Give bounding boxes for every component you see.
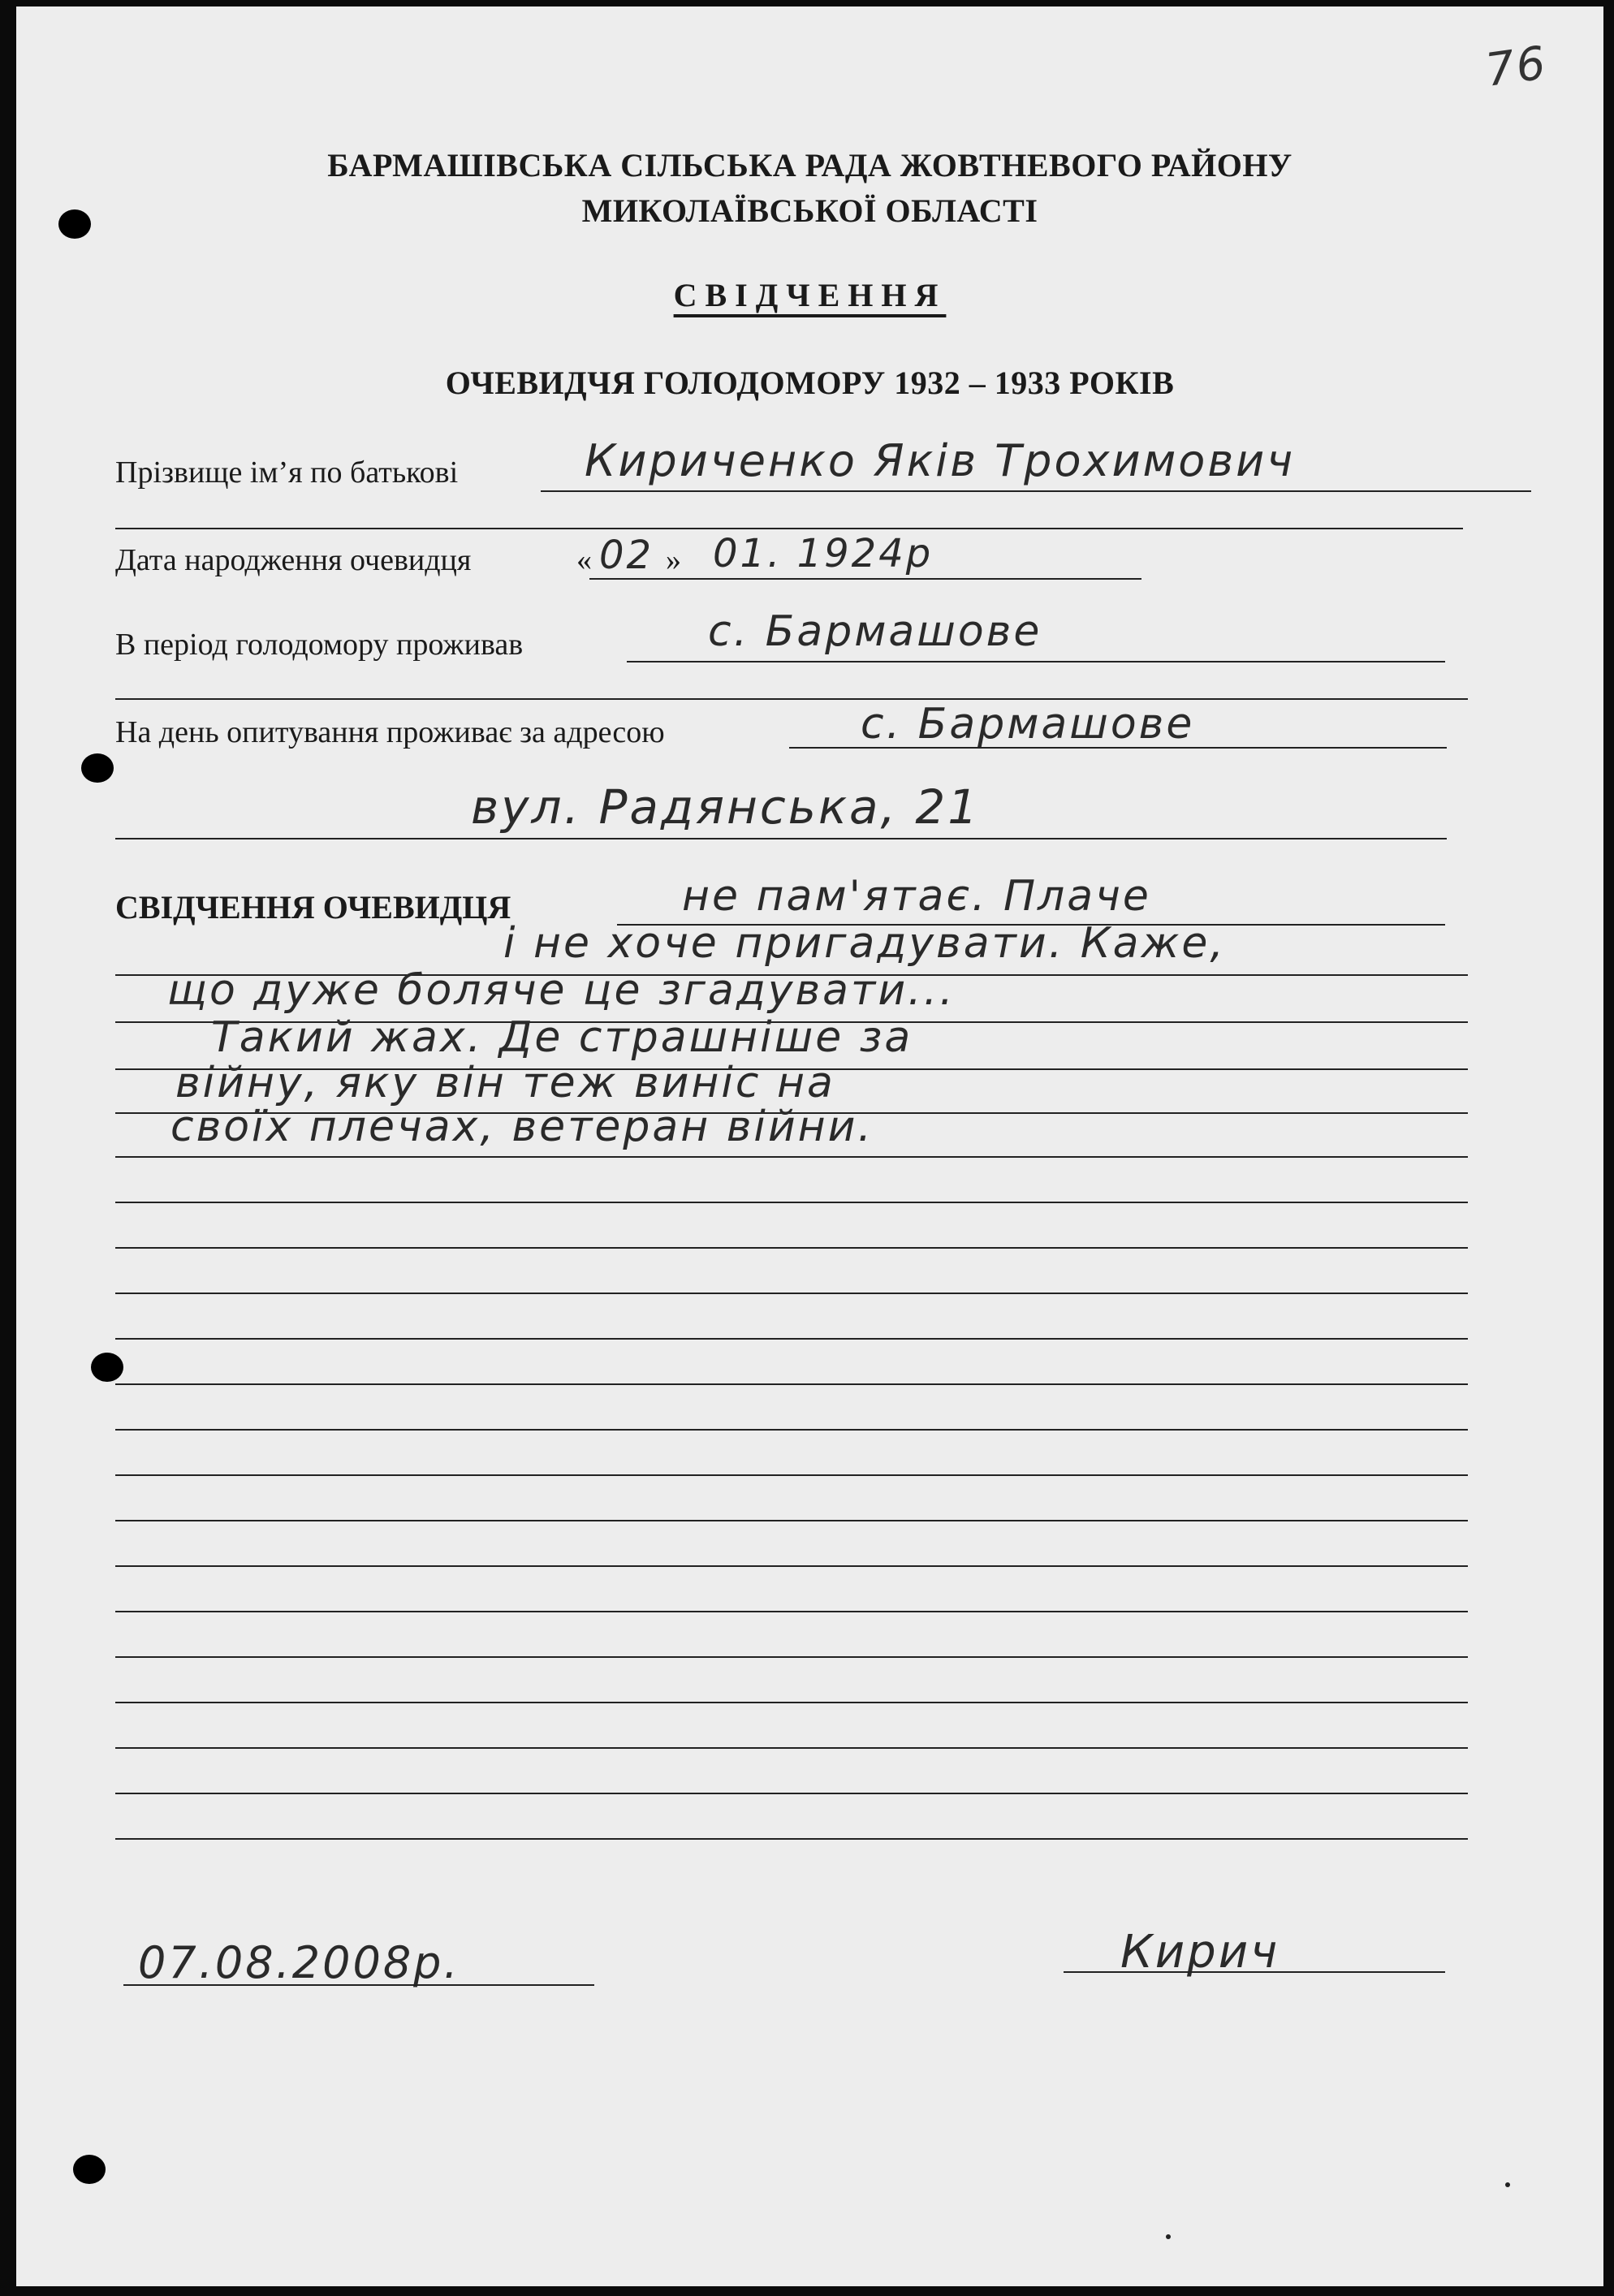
footer-date[interactable]: 07.08.2008р. (138, 1937, 460, 1988)
testimony-line-3[interactable]: що дуже боляче це згадувати... (167, 966, 956, 1015)
ruled-line (115, 1793, 1468, 1794)
address-value-2[interactable]: вул. Радянська, 21 (471, 779, 981, 835)
lived-line (627, 661, 1445, 662)
speck (1505, 2182, 1510, 2187)
dob-label: Дата народження очевидця (115, 543, 472, 577)
ruled-line (115, 1838, 1468, 1840)
ruled-line (115, 1429, 1468, 1431)
dob-line (589, 578, 1141, 580)
ruled-line (115, 1156, 1468, 1158)
ruled-line (115, 1247, 1468, 1249)
punch-hole (91, 1353, 123, 1382)
testimony-line-2[interactable]: і не хоче пригадувати. Каже, (503, 919, 1226, 968)
signature[interactable]: Кирич (1120, 1926, 1280, 1979)
ruled-line (115, 1611, 1468, 1612)
header-line-1: БАРМАШІВСЬКА СІЛЬСЬКА РАДА ЖОВТНЕВОГО РАЙОНУ (327, 147, 1292, 183)
testimony-label: СВІДЧЕННЯ ОЧЕВИДЦЯ (115, 889, 511, 926)
ruled-line (115, 1565, 1468, 1567)
address-value-1[interactable]: с. Бармашове (861, 700, 1195, 749)
address-label: На день опитування проживає за адресою (115, 715, 665, 749)
document-title (16, 276, 1603, 314)
ruled-line (115, 1520, 1468, 1521)
ruled-line (115, 1702, 1468, 1703)
ruled-line (115, 1293, 1468, 1294)
lived-line-2 (115, 698, 1468, 700)
punch-hole (81, 753, 114, 783)
testimony-line-4[interactable]: Такий жах. Де страшніше за (211, 1013, 913, 1062)
ruled-line (115, 1747, 1468, 1749)
document-sheet (16, 6, 1603, 2286)
name-line-2 (115, 528, 1463, 529)
ruled-line (115, 1656, 1468, 1658)
ruled-line (115, 1338, 1468, 1340)
dob-open-quote: « (576, 543, 592, 577)
address-line-2 (115, 838, 1447, 839)
name-label: Прізвище ім’я по батькові (115, 455, 459, 490)
document-subtitle: ОЧЕВИДЧЯ ГОЛОДОМОРУ 1932 – 1933 РОКІВ (445, 365, 1175, 401)
address-line (789, 747, 1447, 749)
dob-rest[interactable]: 01. 1924р (713, 531, 934, 576)
dob-day[interactable]: 02 (599, 533, 654, 578)
testimony-line-5[interactable]: війну, яку він теж виніс на (175, 1059, 835, 1107)
ruled-line (115, 1474, 1468, 1476)
testimony-line-6[interactable]: своїх плечах, ветеран війни. (170, 1103, 874, 1151)
date-line (123, 1984, 594, 1986)
page-number: 76 (1482, 37, 1551, 97)
scan-border-left (0, 0, 16, 2296)
speck (1166, 2234, 1171, 2239)
ruled-line (115, 1202, 1468, 1203)
lived-value[interactable]: с. Бармашове (708, 607, 1042, 656)
ruled-line (115, 1383, 1468, 1385)
name-line (541, 490, 1531, 492)
dob-close-quote: » (666, 543, 681, 577)
lived-label: В період голодомору проживав (115, 628, 524, 662)
testimony-line-1[interactable]: не пам'ятає. Плаче (682, 872, 1151, 921)
signature-line (1064, 1971, 1445, 1973)
document-title-text: СВІДЧЕННЯ (673, 277, 947, 313)
punch-hole (73, 2155, 106, 2184)
header-line-2: МИКОЛАЇВСЬКОЇ ОБЛАСТІ (581, 192, 1038, 229)
name-value[interactable]: Кириченко Яків Трохимович (585, 435, 1296, 486)
